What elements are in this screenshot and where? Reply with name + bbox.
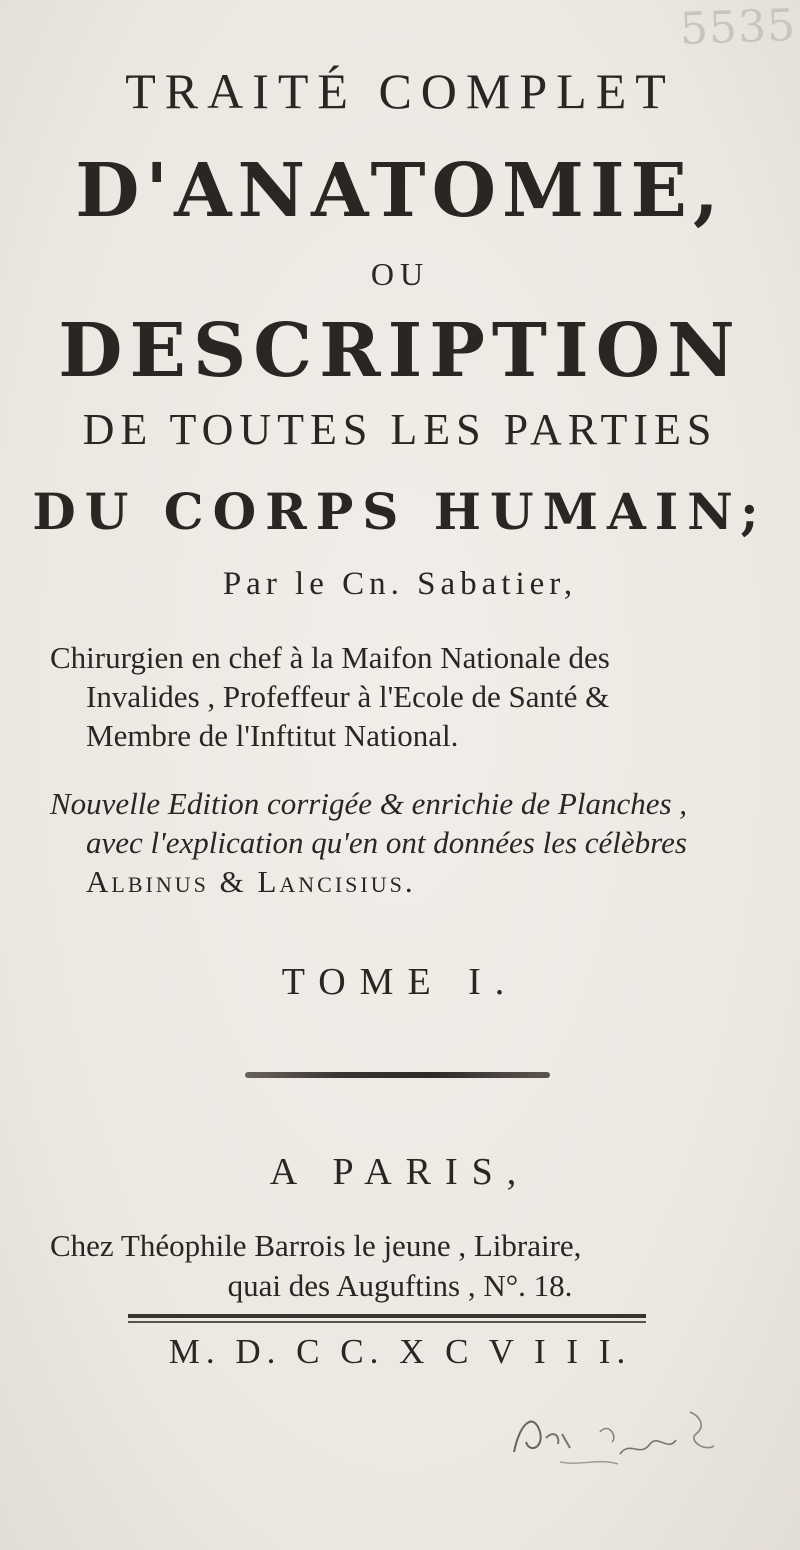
title-line-6: DU CORPS HUMAIN; <box>32 482 768 541</box>
edition-note-2: avec l'explication qu'en ont données les célèbres <box>86 825 687 860</box>
author-line: Par le Cn. Sabatier, <box>222 566 578 602</box>
title-line-4: DESCRIPTION <box>58 308 742 394</box>
imprint-publisher-2: quai des Auguftins , N°. 18. <box>227 1268 573 1303</box>
author-description-3: Membre de l'Inftitut National. <box>86 718 459 753</box>
volume-label: TOME I. <box>281 961 519 1003</box>
double-rule-top <box>128 1314 646 1318</box>
edition-note-3: Albinus & Lancisius. <box>86 864 416 899</box>
title-line-3: OU <box>370 256 430 292</box>
imprint-date: M. D. C C. X C V I I I. <box>168 1332 632 1371</box>
edition-note-1: Nouvelle Edition corrigée & enrichie de Planches , <box>50 786 688 821</box>
author-description-2: Invalides , Profeffeur à l'Ecole de Santé & <box>86 679 610 714</box>
imprint-city: A PARIS, <box>269 1151 531 1193</box>
imprint-publisher-1: Chez Théophile Barrois le jeune , Libraire, <box>50 1228 582 1263</box>
double-rule-bottom <box>128 1321 646 1323</box>
handwritten-signature <box>500 1392 730 1482</box>
title-line-2: D'ANATOMIE, <box>75 148 725 234</box>
title-line-1: TRAITÉ COMPLET <box>125 63 675 119</box>
ornamental-rule <box>245 1072 550 1078</box>
shelfmark: 5535 <box>679 0 797 56</box>
title-line-5: DE TOUTES LES PARTIES <box>82 405 718 454</box>
author-description-1: Chirurgien en chef à la Maifon Nationale des <box>50 640 610 675</box>
